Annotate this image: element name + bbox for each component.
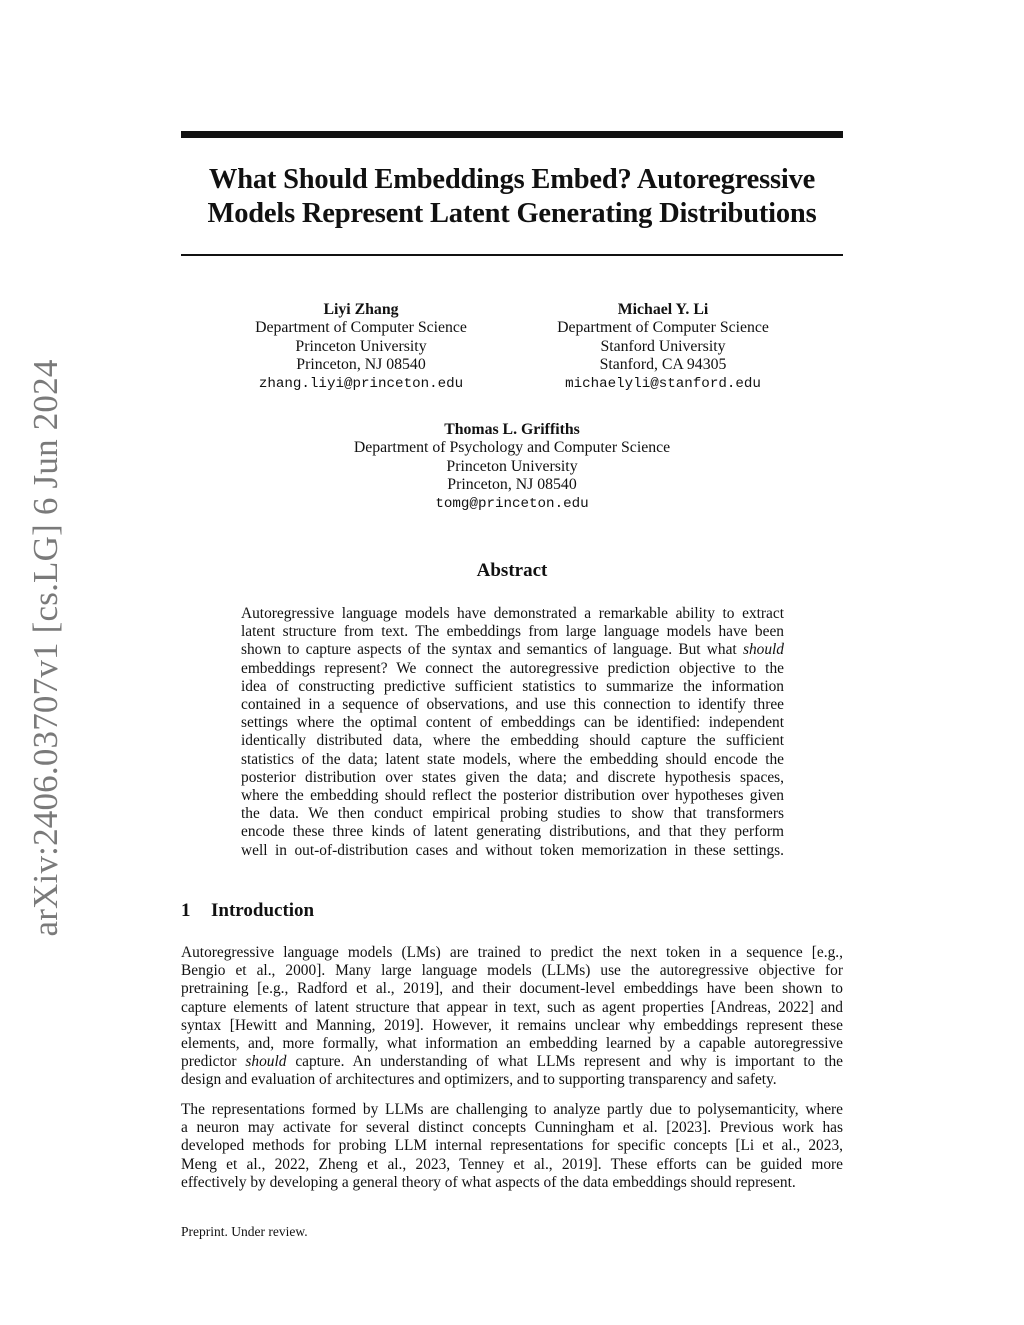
abstract-line: contained in a sequence of observations, and use this connection to identify three	[241, 696, 784, 714]
preprint-footer: Preprint. Under review.	[181, 1224, 308, 1239]
intro-paragraph-2	[181, 1101, 843, 1192]
paragraph-line: The representations formed by LLMs are challenging to analyze partly due to polysemanticity, where	[181, 1101, 843, 1118]
author-block-griffiths	[354, 421, 670, 513]
paragraph-emphasis: should	[245, 1053, 287, 1071]
abstract-line: encode these three kinds of latent generating distributions, and that they perform	[241, 823, 784, 841]
title-bottom-rule	[181, 254, 843, 256]
abstract-line: identically distributed data, where the embedding should capture the sufficient	[241, 732, 784, 750]
abstract-line: where the embedding should reflect the posterior distribution over hypotheses given	[241, 787, 784, 805]
abstract-line	[241, 641, 784, 659]
abstract-line: Autoregressive language models have demonstrated a remarkable ability to extract	[241, 605, 784, 622]
author-name: Liyi Zhang	[323, 301, 399, 318]
author-department: Department of Psychology and Computer Science	[353, 439, 671, 457]
paragraph-text: capture. An understanding of what LLMs represent and why is important to the	[295, 1053, 843, 1071]
abstract-line: the data. We then conduct empirical probing studies to show that transformers	[241, 805, 784, 823]
abstract-line: embeddings represent? We connect the autoregressive prediction objective to the	[241, 659, 784, 677]
section-heading-introduction	[181, 900, 314, 922]
author-address: Stanford, CA 94305	[599, 356, 727, 374]
abstract-emphasis: should	[742, 641, 784, 659]
author-name: Thomas L. Griffiths	[444, 421, 580, 438]
author-department: Department of Computer Science	[557, 319, 769, 337]
author-block-li	[557, 301, 769, 393]
intro-paragraph-1	[181, 944, 843, 1090]
paper-title	[181, 163, 843, 231]
author-email[interactable]: tomg@princeton.edu	[435, 495, 589, 512]
paragraph-text: predictor	[181, 1053, 237, 1071]
section-title: Introduction	[211, 900, 315, 921]
author-block-zhang	[255, 301, 467, 393]
paragraph-line	[181, 1053, 843, 1071]
paragraph-line: Autoregressive language models (LMs) are trained to predict the next token in a sequence [e.g.,	[181, 944, 843, 961]
author-email[interactable]: zhang.liyi@princeton.edu	[258, 375, 464, 392]
section-number: 1	[181, 900, 191, 921]
abstract-line: idea of constructing predictive sufficient statistics to summarize the information	[241, 677, 784, 695]
abstract-heading: Abstract	[476, 560, 548, 581]
abstract-text: shown to capture aspects of the syntax and semantics of language. But what	[241, 641, 737, 659]
paragraph-line: a neuron may activate for several distinct concepts Cunningham et al. [2023]. Previous work has	[181, 1119, 843, 1137]
title-line: Models Represent Latent Generating Distributions	[207, 198, 817, 229]
abstract-line: posterior distribution over states given the data; and discrete hypothesis spaces,	[241, 768, 784, 786]
author-address: Princeton, NJ 08540	[296, 356, 426, 374]
author-name: Michael Y. Li	[617, 301, 709, 318]
paragraph-line: Bengio et al., 2000]. Many large language models (LLMs) use the autoregressive objective for	[181, 962, 843, 980]
paragraph-line: pretraining [e.g., Radford et al., 2019], and their document-level embeddings have been shown to	[181, 980, 843, 998]
author-address: Princeton, NJ 08540	[447, 476, 577, 494]
abstract-line: well in out-of-distribution cases and without token memorization in these settings.	[241, 841, 784, 859]
author-email[interactable]: michaelyli@stanford.edu	[565, 375, 761, 392]
paragraph-line: capture elements of latent structure that appear in text, such as agent properties [Andreas, 2022] and	[181, 998, 843, 1016]
paragraph-line: developed methods for probing LLM internal representations for specific concepts [Li et al., 2023,	[181, 1137, 843, 1155]
paragraph-line: design and evaluation of architectures and optimizers, and to supporting transparency and safety.	[181, 1071, 777, 1089]
title-line: What Should Embeddings Embed? Autoregressive	[208, 164, 816, 195]
abstract-body	[241, 605, 784, 860]
abstract-line: latent structure from text. The embeddings from large language models have been	[241, 623, 784, 641]
author-institution: Stanford University	[600, 337, 726, 355]
author-institution: Princeton University	[295, 337, 427, 355]
abstract-line: statistics of the data; latent state models, where the embedding should encode the	[241, 750, 784, 768]
abstract-line: settings where the optimal content of embeddings can be identified: independent	[241, 714, 784, 732]
paragraph-line: effectively by developing a general theory of what aspects of the data embeddings should represent.	[181, 1173, 796, 1191]
author-institution: Princeton University	[446, 457, 578, 475]
paragraph-line: syntax [Hewitt and Manning, 2019]. However, it remains unclear why embeddings represent these	[181, 1016, 843, 1034]
paragraph-line: Meng et al., 2022, Zheng et al., 2023, Tenney et al., 2019]. These efforts can be guided more	[181, 1155, 843, 1173]
title-top-rule	[181, 131, 843, 138]
paragraph-line: elements, and, more formally, what information an embedding learned by a capable autoregressive	[181, 1035, 843, 1053]
arxiv-identifier-stamp: arXiv:2406.03707v1 [cs.LG] 6 Jun 2024	[26, 359, 65, 937]
author-department: Department of Computer Science	[255, 319, 467, 337]
